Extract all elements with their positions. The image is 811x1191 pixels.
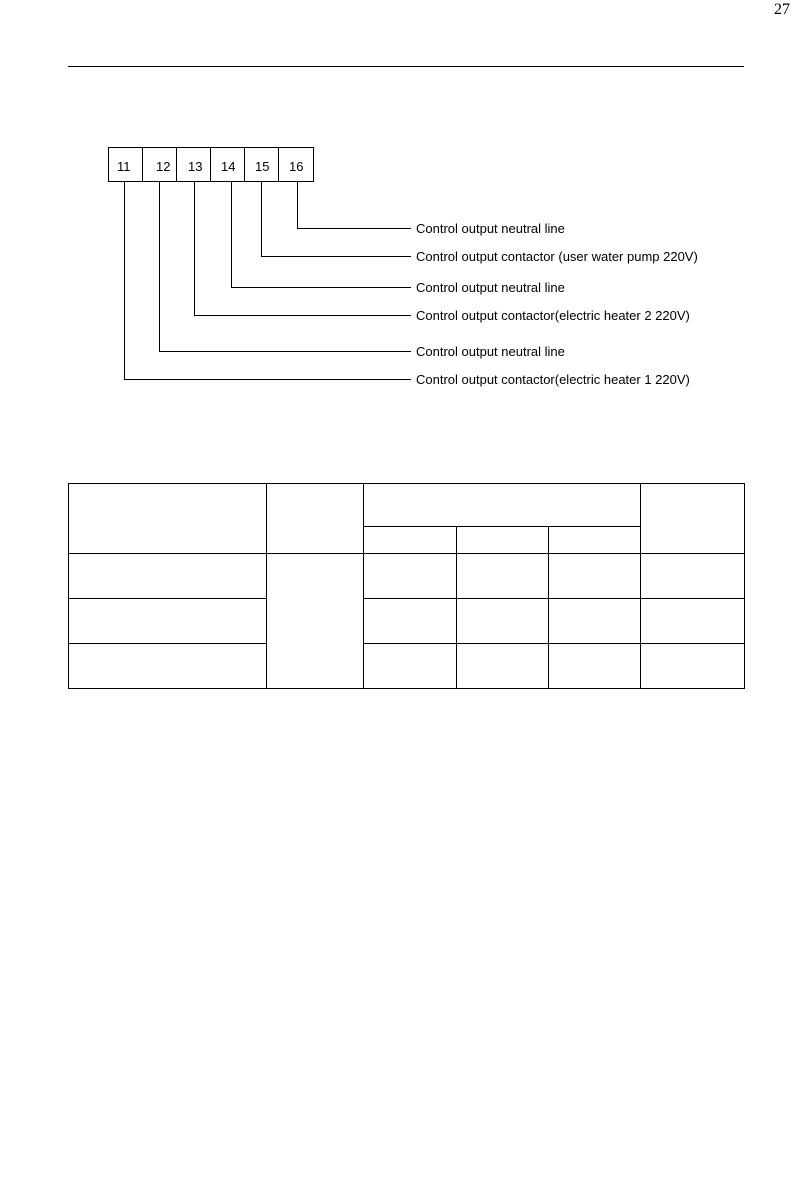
table-cell — [69, 644, 267, 689]
leader-line-15 — [262, 182, 412, 257]
table-header-cell — [267, 484, 364, 554]
table-header-row — [69, 484, 745, 527]
table-cell — [457, 644, 549, 689]
terminal-number: 13 — [188, 159, 203, 174]
page-number: 27 — [774, 1, 790, 18]
table-row — [69, 554, 745, 599]
table-cell — [364, 554, 457, 599]
table-cell — [549, 644, 641, 689]
terminal-number: 16 — [289, 159, 304, 174]
table-cell — [641, 644, 745, 689]
terminal-number: 15 — [255, 159, 270, 174]
leader-line-11 — [125, 182, 412, 380]
table-cell — [549, 599, 641, 644]
leader-line-14 — [232, 182, 412, 288]
leader-line-13 — [195, 182, 412, 316]
table-header-cell — [641, 484, 745, 554]
table-row — [69, 599, 745, 644]
table-header-group-cell — [364, 484, 641, 527]
terminal-number: 12 — [156, 159, 171, 174]
leader-line-16 — [298, 182, 412, 229]
terminal-block — [109, 148, 314, 182]
table-cell — [549, 554, 641, 599]
table-cell — [69, 554, 267, 599]
leader-line-12 — [160, 182, 412, 352]
table-subheader-cell — [457, 527, 549, 554]
terminal-label-11: Control output contactor(electric heater 1 220V) — [416, 372, 690, 387]
table-cell — [457, 554, 549, 599]
table-header-cell — [69, 484, 267, 554]
wiring-diagram — [0, 0, 811, 460]
table-cell — [641, 554, 745, 599]
terminal-label-16: Control output neutral line — [416, 221, 565, 236]
table-subheader-cell — [549, 527, 641, 554]
table-subheader-cell — [364, 527, 457, 554]
table-cell — [364, 644, 457, 689]
terminal-label-15: Control output contactor (user water pump 220V) — [416, 249, 698, 264]
table-merged-cell — [267, 554, 364, 689]
spec-table — [68, 483, 745, 689]
terminal-label-13: Control output contactor(electric heater 2 220V) — [416, 308, 690, 323]
table-cell — [364, 599, 457, 644]
table-cell — [457, 599, 549, 644]
terminal-label-12: Control output neutral line — [416, 344, 565, 359]
terminal-label-14: Control output neutral line — [416, 280, 565, 295]
table-cell — [641, 599, 745, 644]
terminal-number: 11 — [117, 159, 131, 174]
terminal-number: 14 — [221, 159, 236, 174]
table-row — [69, 644, 745, 689]
leader-lines — [125, 182, 412, 380]
table-cell — [69, 599, 267, 644]
